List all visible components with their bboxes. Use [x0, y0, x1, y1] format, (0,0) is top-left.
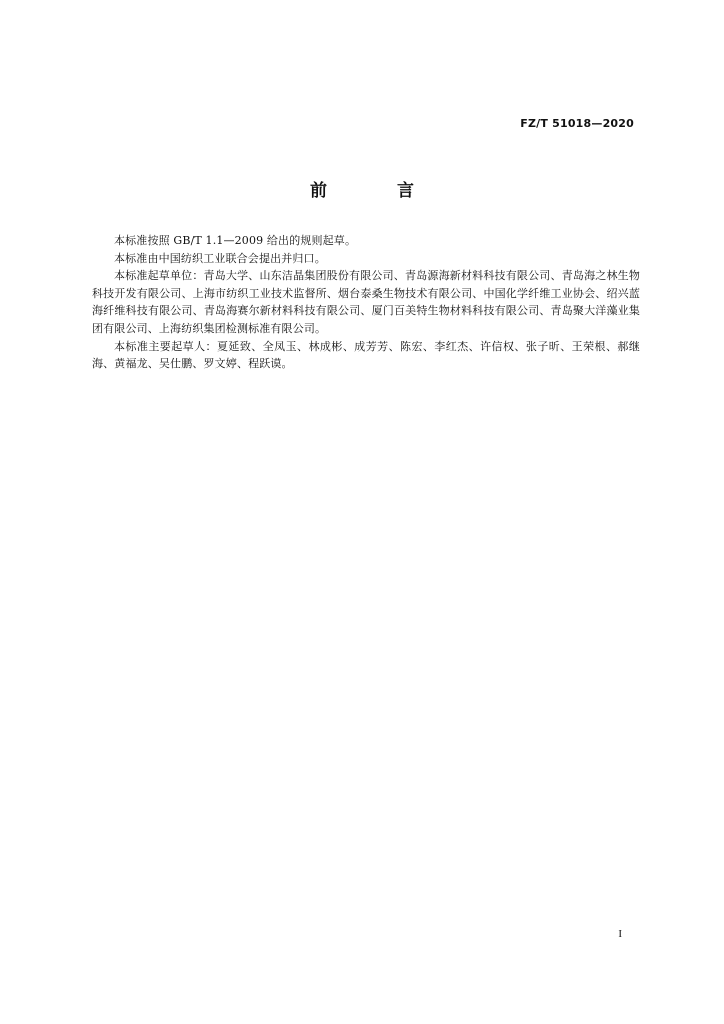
- standard-code: FZ/T 51018—2020: [520, 117, 634, 130]
- paragraph-proposer: 本标准由中国纺织工业联合会提出并归口。: [114, 251, 326, 265]
- paragraph-drafting-units: 本标准起草单位：青岛大学、山东洁晶集团股份有限公司、青岛源海新材料科技有限公司、青岛海之林生物科技开发有限公司、上海市纺织工业技术监督所、烟台泰桑生物技术有限公司、中国化学纤维工业协会、绍兴蓝海纤维科技有限公司、青岛海赛尔新材料科技有限公司、厦门百美特生物材料科技有限公司、青岛聚大洋藻业集团有限公司、上海纺织集团检测标准有限公司。: [92, 269, 640, 335]
- paragraph-drafters: 本标准主要起草人：夏延致、全凤玉、林成彬、成芳芳、陈宏、李红杰、许信权、张子昕、王荣根、郝继海、黄福龙、吴仕鹏、罗文婷、程跃谟。: [92, 339, 640, 371]
- page-title: 前 言: [310, 181, 446, 201]
- paragraph-drafting-rules: 本标准按照 GB/T 1.1—2009 给出的规则起草。: [114, 234, 357, 247]
- page-number: I: [618, 928, 622, 940]
- foreword-body: [92, 232, 640, 373]
